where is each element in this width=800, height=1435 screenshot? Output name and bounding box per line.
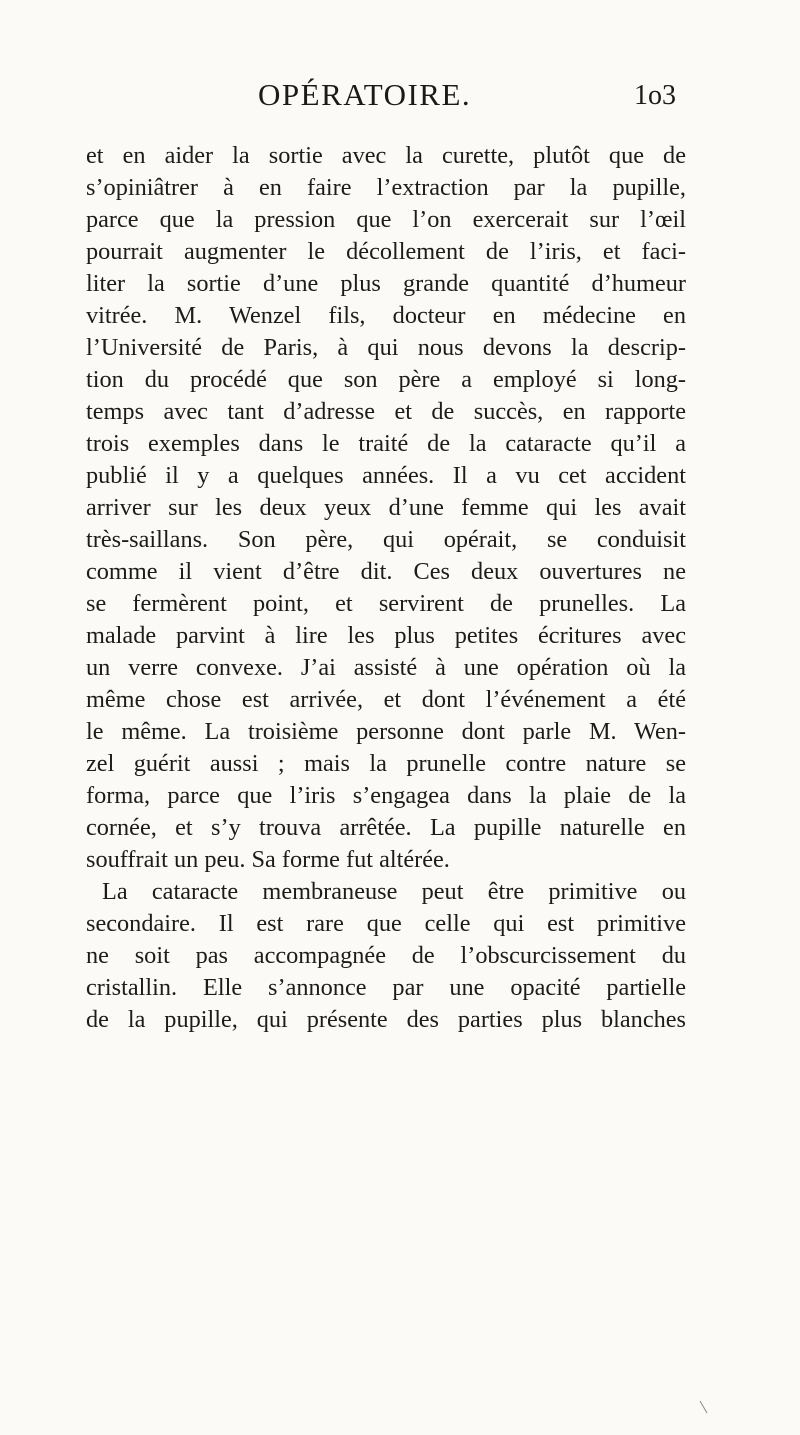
text-line: arriver sur les deux yeux d’une femme qui les avait — [86, 494, 686, 521]
text-line: La cataracte membraneuse peut être primitive ou — [102, 878, 686, 905]
text-line: l’Université de Paris, à qui nous devons la descrip- — [86, 334, 686, 361]
text-line: trois exemples dans le traité de la cataracte qu’il a — [86, 430, 686, 457]
running-head-title: OPÉRATOIRE. — [258, 77, 472, 112]
body-text — [86, 140, 686, 1036]
text-line: de la pupille, qui présente des parties plus blanches — [86, 1006, 686, 1033]
text-line: publié il y a quelques années. Il a vu cet accident — [86, 462, 686, 489]
stray-ink-mark — [700, 1401, 708, 1414]
text-line: comme il vient d’être dit. Ces deux ouvertures ne — [86, 558, 686, 585]
text-line: s’opiniâtrer à en faire l’extraction par la pupille, — [86, 174, 686, 201]
text-line: cristallin. Elle s’annonce par une opacité partielle — [86, 974, 686, 1001]
text-line: et en aider la sortie avec la curette, plutôt que de — [86, 142, 686, 169]
text-line: se fermèrent point, et servirent de prunelles. La — [86, 590, 686, 617]
text-line: pourrait augmenter le décollement de l’iris, et faci- — [86, 238, 686, 265]
text-line: tion du procédé que son père a employé si long- — [86, 366, 686, 393]
text-line: vitrée. M. Wenzel fils, docteur en médecine en — [86, 302, 686, 329]
text-line: très-saillans. Son père, qui opérait, se conduisit — [86, 526, 686, 553]
page-number: 1o3 — [634, 80, 676, 111]
text-line: liter la sortie d’une plus grande quantité d’humeur — [86, 270, 686, 297]
text-line: parce que la pression que l’on exercerait sur l’œil — [86, 206, 686, 233]
text-line: zel guérit aussi ; mais la prunelle contre nature se — [86, 750, 686, 777]
text-line: temps avec tant d’adresse et de succès, en rapporte — [86, 398, 686, 425]
text-line: même chose est arrivée, et dont l’événement a été — [86, 686, 686, 713]
text-line: forma, parce que l’iris s’engagea dans la plaie de la — [86, 782, 686, 809]
text-line: secondaire. Il est rare que celle qui est primitive — [86, 910, 686, 937]
text-line: le même. La troisième personne dont parle M. Wen- — [86, 718, 686, 745]
paragraph-1 — [86, 140, 686, 876]
text-line: ne soit pas accompagnée de l’obscurcissement du — [86, 942, 686, 969]
text-line: malade parvint à lire les plus petites écritures avec — [86, 622, 686, 649]
paragraph-2 — [86, 876, 686, 1036]
text-line: souffrait un peu. Sa forme fut altérée. — [86, 846, 450, 873]
text-line: cornée, et s’y trouva arrêtée. La pupille naturelle en — [86, 814, 686, 841]
text-line: un verre convexe. J’ai assisté à une opération où la — [86, 654, 686, 681]
